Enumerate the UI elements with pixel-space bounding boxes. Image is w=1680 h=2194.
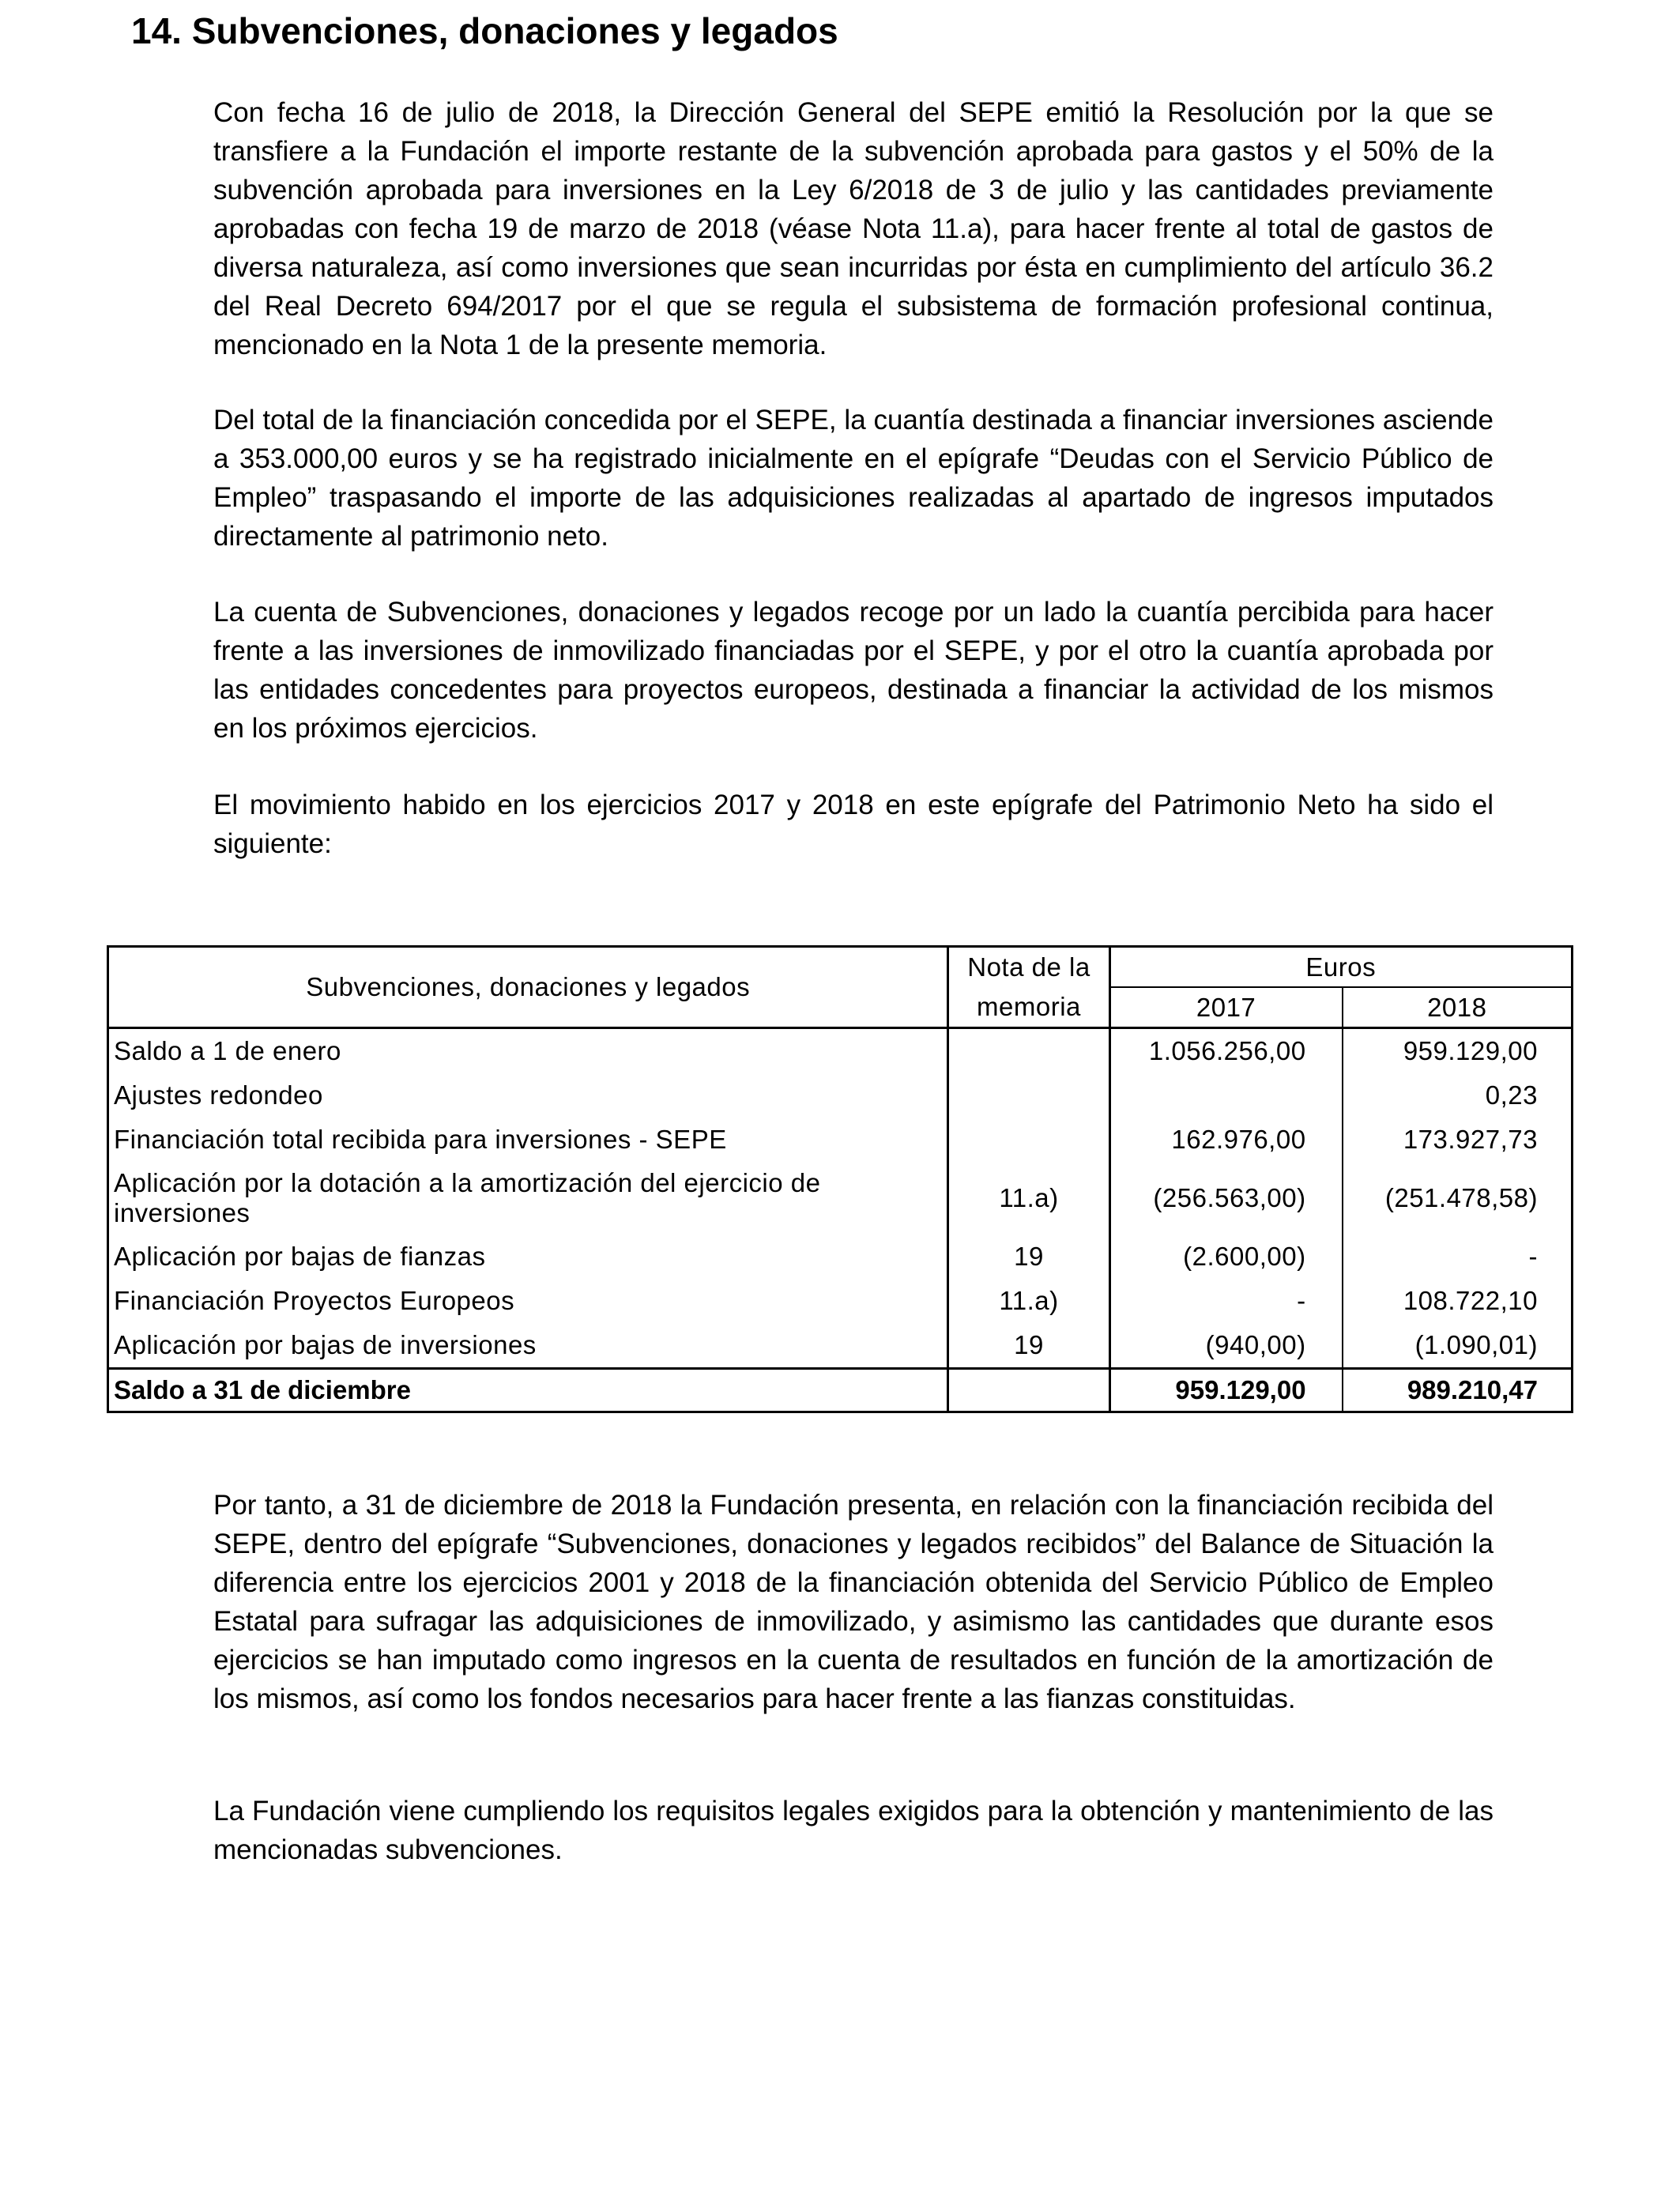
table-row: [108, 1073, 1573, 1118]
table-row: [108, 1323, 1573, 1369]
paragraph-resolution: Con fecha 16 de julio de 2018, la Dirección General del SEPE emitió la Resolución por la que se transfiere a la Fundación el importe restante de la subvención aprobada para gastos y el 50% de la subvención aprobada para inversiones en la Ley 6/2018 de 3 de julio y las cantidades previamente aprobadas con fecha 19 de marzo de 2018 (véase Nota 11.a), para hacer frente al total de gastos de diversa naturaleza, así como inversiones que sean incurridas por ésta en cumplimiento del artículo 36.2 del Real Decreto 694/2017 por el que se regula el subsistema de formación profesional continua, mencionado en la Nota 1 de la presente memoria.: [213, 97, 1494, 360]
paragraph-conclusion: Por tanto, a 31 de diciembre de 2018 la Fundación presenta, en relación con la financiación recibida del SEPE, dentro del epígrafe “Subvenciones, donaciones y legados recibidos” del Balance de Situación la diferencia entre los ejercicios 2001 y 2018 de la financiación obtenida del Servicio Público de Empleo Estatal para sufragar las adquisiciones de inmovilizado, y asimismo las cantidades que durante esos ejercicios se han imputado como ingresos en la cuenta de resultados en función de la amortización de los mismos, así como los fondos necesarios para hacer frente a las fianzas constituidas.: [213, 1490, 1494, 1714]
row-nota: [948, 1028, 1109, 1074]
table-header-year-2018: 2018: [1343, 987, 1573, 1028]
row-value-2018: (1.090,01): [1343, 1323, 1573, 1369]
row-value-2017: (2.600,00): [1109, 1235, 1342, 1279]
row-value-2018: 108.722,10: [1343, 1279, 1573, 1323]
total-nota: [948, 1369, 1109, 1412]
total-label: Saldo a 31 de diciembre: [108, 1369, 948, 1412]
table-header-year-2017: 2017: [1109, 987, 1342, 1028]
row-nota: 11.a): [948, 1279, 1109, 1323]
row-value-2017: (940,00): [1109, 1323, 1342, 1369]
movement-table: [107, 945, 1573, 1413]
paragraph-compliance: La Fundación viene cumpliendo los requisitos legales exigidos para la obtención y mantenimiento de las mencionadas subvenciones.: [213, 1796, 1494, 1865]
row-value-2017: 1.056.256,00: [1109, 1028, 1342, 1074]
row-nota: [948, 1073, 1109, 1118]
row-nota: 11.a): [948, 1162, 1109, 1235]
row-nota: 19: [948, 1235, 1109, 1279]
total-value-2017: 959.129,00: [1109, 1369, 1342, 1412]
row-label: Financiación Proyectos Europeos: [108, 1279, 948, 1323]
row-label: Financiación total recibida para inversiones - SEPE: [108, 1118, 948, 1162]
row-value-2018: -: [1343, 1235, 1573, 1279]
table-header-title: Subvenciones, donaciones y legados: [108, 947, 948, 1028]
row-label: Ajustes redondeo: [108, 1073, 948, 1118]
row-value-2017: 162.976,00: [1109, 1118, 1342, 1162]
row-value-2018: 173.927,73: [1343, 1118, 1573, 1162]
table-row: [108, 1118, 1573, 1162]
row-value-2018: 959.129,00: [1343, 1028, 1573, 1074]
paragraph-financing: Del total de la financiación concedida por el SEPE, la cuantía destinada a financiar inversiones asciende a 353.000,00 euros y se ha registrado inicialmente en el epígrafe “Deudas con el Servicio Público de Empleo” traspasando el importe de las adquisiciones realizadas al apartado de ingresos imputados directamente al patrimonio neto.: [213, 405, 1494, 552]
row-nota: [948, 1118, 1109, 1162]
row-value-2017: -: [1109, 1279, 1342, 1323]
row-nota: 19: [948, 1323, 1109, 1369]
row-value-2017: [1109, 1073, 1342, 1118]
paragraph-account: La cuenta de Subvenciones, donaciones y legados recoge por un lado la cuantía percibida para hacer frente a las inversiones de inmovilizado financiadas por el SEPE, y por el otro la cuantía aprobada por las entidades concedentes para proyectos europeos, destinada a financiar la actividad de los mismos en los próximos ejercicios.: [213, 597, 1494, 744]
row-label: Saldo a 1 de enero: [108, 1028, 948, 1074]
row-label: Aplicación por bajas de fianzas: [108, 1235, 948, 1279]
table-total-row: [108, 1369, 1573, 1412]
row-label: Aplicación por la dotación a la amortización del ejercicio de inversiones: [108, 1162, 948, 1235]
row-value-2018: 0,23: [1343, 1073, 1573, 1118]
table-header-euros: Euros: [1109, 947, 1572, 988]
table-row: [108, 1028, 1573, 1074]
table-row: [108, 1162, 1573, 1235]
row-label: Aplicación por bajas de inversiones: [108, 1323, 948, 1369]
table-row: [108, 1279, 1573, 1323]
paragraph-movement-intro: El movimiento habido en los ejercicios 2017 y 2018 en este epígrafe del Patrimonio Neto ha sido el siguiente:: [213, 790, 1494, 859]
total-value-2018: 989.210,47: [1343, 1369, 1573, 1412]
section-title: 14. Subvenciones, donaciones y legados: [131, 10, 838, 51]
row-value-2017: (256.563,00): [1109, 1162, 1342, 1235]
table-row: [108, 1235, 1573, 1279]
table-header-nota: Nota de la: [948, 947, 1109, 988]
table-header-memoria: memoria: [948, 987, 1109, 1028]
table-header-row: [108, 947, 1573, 988]
row-value-2018: (251.478,58): [1343, 1162, 1573, 1235]
